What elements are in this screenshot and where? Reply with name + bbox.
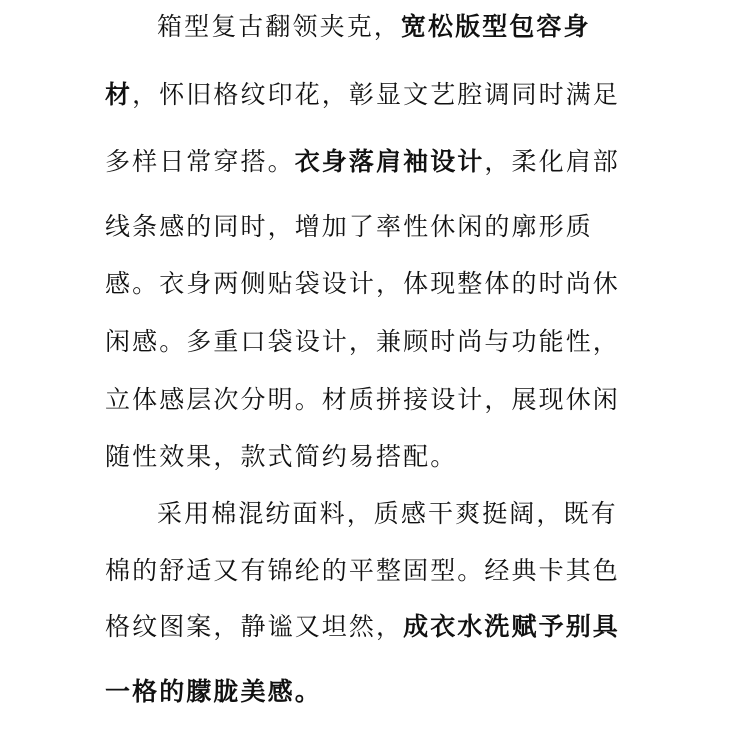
text-line: 随性效果，款式简约易搭配。	[105, 442, 458, 471]
bold-text-run: 衣身落肩袖设计	[294, 147, 485, 176]
bold-text-run: 材	[105, 80, 133, 109]
text-run: ，怀旧格纹印花，彰显文艺腔调同时满足	[132, 80, 620, 109]
bold-text-run: 成衣水洗赋予别具	[403, 612, 620, 641]
text-run: 箱型复古翻领夹克，	[157, 12, 401, 41]
text-line	[0, 142, 750, 182]
text-line: 立体感层次分明。材质拼接设计，展现休闲	[105, 385, 620, 414]
text-line	[0, 75, 750, 115]
bold-text-run: 宽松版型包容身	[400, 12, 591, 41]
text-line: 棉的舒适又有锦纶的平整固型。经典卡其色	[105, 556, 620, 585]
text-line: 线条感的同时，增加了率性休闲的廓形质	[105, 212, 593, 241]
text-line	[0, 7, 750, 47]
text-run: 格纹图案，静谧又坦然，	[105, 612, 404, 641]
text-line: 闲感。多重口袋设计，兼顾时尚与功能性，	[105, 327, 620, 356]
text-run: ，柔化肩部	[484, 147, 620, 176]
text-line: 采用棉混纺面料，质感干爽挺阔，既有	[157, 499, 618, 528]
text-line: 感。衣身两侧贴袋设计，体现整体的时尚休	[105, 269, 620, 298]
text-line: 一格的朦胧美感。	[105, 677, 322, 706]
text-run: 多样日常穿搭。	[105, 147, 295, 176]
text-line	[0, 607, 750, 647]
